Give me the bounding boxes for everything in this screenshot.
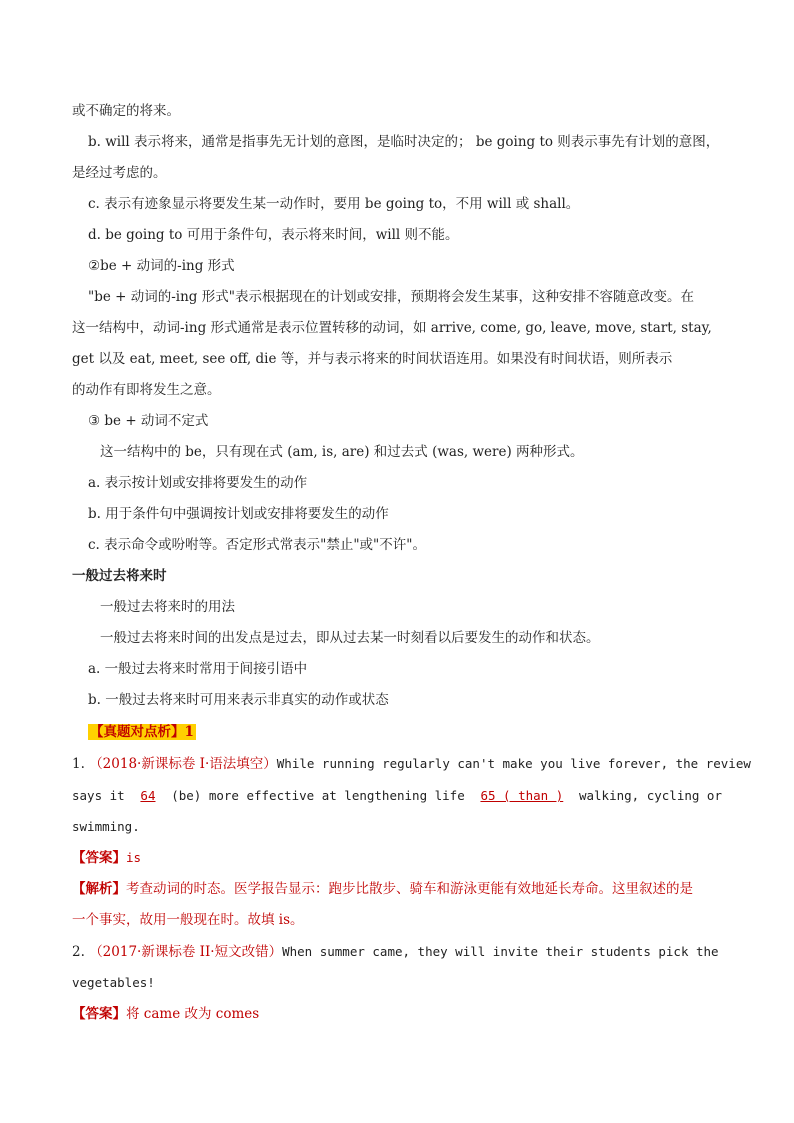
answer-line	[72, 848, 141, 868]
question-source: （2017·新课标卷 II·短文改错）	[89, 944, 283, 960]
answer-line	[72, 1004, 259, 1024]
question-2-line-1	[72, 942, 719, 962]
text-line: "be + 动词的-ing 形式"表示根据现在的计划或安排，预期将会发生某事，这种安排不容随意改变。在	[88, 289, 694, 305]
text-line: b. will 表示将来，通常是指事先无计划的意图，是临时决定的； be going to 则表示事先有计划的意图，	[88, 134, 720, 150]
text-line: 是经过考虑的。	[72, 165, 167, 181]
text-line: b. 一般过去将来时可用来表示非真实的动作或状态	[88, 692, 389, 708]
text-line: a. 表示按计划或安排将要发生的动作	[88, 475, 308, 491]
question-text: While running regularly can't make you live forever, the review	[276, 756, 751, 771]
question-text: walking, cycling or	[578, 788, 722, 803]
text-line: c. 表示命令或吩咐等。否定形式常表示"禁止"或"不许"。	[88, 537, 426, 553]
text-line: 这一结构中的 be，只有现在式 (am, is, are) 和过去式 (was, were) 两种形式。	[100, 444, 584, 460]
question-1-line-1	[72, 754, 751, 774]
question-number: 1.	[72, 756, 85, 772]
question-text: (be) more effective at lengthening life	[171, 788, 465, 803]
text-line: ③ be + 动词不定式	[88, 413, 209, 429]
text-line: 一般过去将来时的用法	[100, 599, 235, 615]
exam-tag-label: 【真题对点析】1	[90, 724, 194, 740]
question-1-line-2	[72, 786, 722, 806]
answer-label: 【答案】	[72, 1006, 126, 1022]
text-line: c. 表示有迹象显示将要发生某一动作时，要用 be going to，不用 will 或 shall。	[88, 196, 580, 212]
blank-65: 65 ( than )	[480, 788, 564, 803]
answer-label: 【答案】	[72, 850, 126, 866]
exam-tag	[88, 722, 196, 742]
question-text: says it	[72, 788, 125, 803]
analysis-line	[72, 879, 693, 899]
question-number: 2.	[72, 944, 85, 960]
analysis-label: 【解析】	[72, 881, 126, 897]
blank-64: 64	[140, 788, 156, 803]
question-text: When summer came, they will invite their students pick the	[282, 944, 719, 959]
question-2-line-2: vegetables!	[72, 975, 155, 990]
text-line: b. 用于条件句中强调按计划或安排将要发生的动作	[88, 506, 389, 522]
text-line: 或不确定的将来。	[72, 103, 180, 119]
section-heading: 一般过去将来时	[72, 568, 167, 584]
answer-value: 将 came 改为 comes	[126, 1006, 260, 1022]
analysis-text: 考查动词的时态。医学报告显示：跑步比散步、骑车和游泳更能有效地延长寿命。这里叙述的是	[126, 881, 693, 897]
question-source: （2018·新课标卷 I·语法填空）	[89, 756, 277, 772]
text-line: ②be + 动词的-ing 形式	[88, 258, 235, 274]
question-1-line-3: swimming.	[72, 819, 140, 834]
analysis-line-2: 一个事实，故用一般现在时。故填 is。	[72, 912, 304, 928]
text-line: d. be going to 可用于条件句，表示将来时间，will 则不能。	[88, 227, 459, 243]
text-line: 这一结构中，动词-ing 形式通常是表示位置转移的动词，如 arrive, come, go, leave, move, start, stay,	[72, 320, 712, 336]
text-line: 的动作有即将发生之意。	[72, 382, 221, 398]
text-line: get 以及 eat, meet, see off, die 等，并与表示将来的时间状语连用。如果没有时间状语，则所表示	[72, 351, 673, 367]
answer-value: is	[126, 850, 142, 865]
text-line: a. 一般过去将来时常用于间接引语中	[88, 661, 308, 677]
text-line: 一般过去将来时间的出发点是过去，即从过去某一时刻看以后要发生的动作和状态。	[100, 630, 600, 646]
